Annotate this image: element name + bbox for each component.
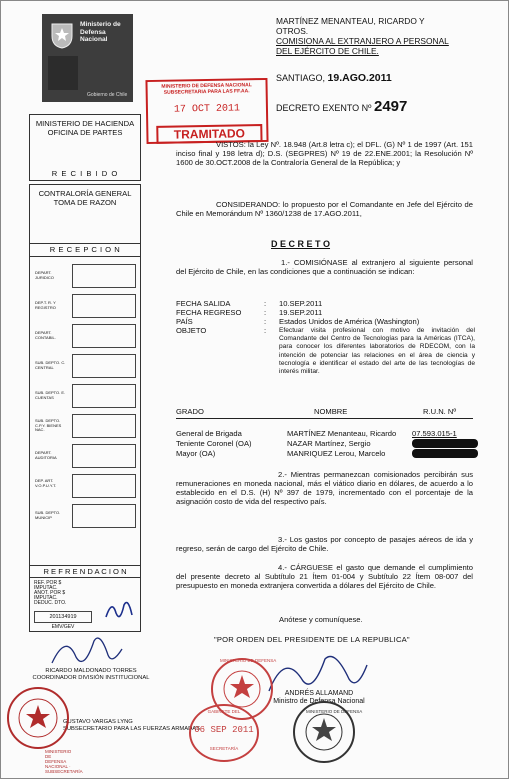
stamp-subsecretaria: SUBSECRETARIA PARA LAS FF.AA. — [163, 88, 250, 96]
anotese-text: Anótese y comuníquese. — [279, 615, 363, 624]
table-row: Teniente Coronel (OA) NAZAR Martínez, Sergio — [176, 439, 476, 449]
left-stamp-text: MINISTERIO DE DEFENSA NACIONAL · SUBSECRETARÍA — [45, 749, 83, 774]
paragraph-4: 4.- CÁRGUESE el gasto que demande el cumplimiento del presente decreto al Subtítulo 21 Ítem 01-004 y Subtítulo 22 Ítem 08-007 del presupuesto en moneda extranjera convertida a dólares del Ejército de Chile. — [176, 563, 473, 590]
divider — [30, 565, 140, 566]
left-signature: RICARDO MALDONADO TORRES COORDINADOR DIVISIÓN INSTITUCIONAL — [32, 668, 150, 681]
place-date — [276, 72, 392, 84]
coat-of-arms-icon — [48, 20, 76, 50]
decreto-heading: D E C R E T O — [271, 239, 331, 249]
paragraph-1: 1.- COMISIÓNASE al extranjero al siguiente personal del Ejército de Chile, en las condiciones que a continuación se indican: — [176, 258, 473, 276]
decree-date: 19.AGO.2011 — [327, 72, 392, 84]
dept-row: SUB. DEPTO. C. CENTRAL — [30, 351, 140, 381]
subject-line-4: DEL EJÉRCITO DE CHILE. — [276, 46, 379, 56]
redacted-run — [412, 449, 478, 458]
subject-line-1: MARTÍNEZ MENANTEAU, RICARDO Y — [276, 16, 425, 26]
stamp-ministry: MINISTERIO DE DEFENSA NACIONAL — [161, 82, 252, 90]
dept-row: DEPART. JURIDICO — [30, 261, 140, 291]
subject-line-2: OTROS. — [276, 26, 309, 36]
ministry-logo — [42, 14, 133, 102]
place: SANTIAGO, — [276, 73, 326, 83]
left-round-stamp — [7, 687, 69, 749]
mid-stamp-top: MINISTERIO DE DEFENSA — [220, 658, 277, 663]
dept-row: DEP. ART. V.O.P.U.Y.T. — [30, 471, 140, 501]
contraloria-subtitle: TOMA DE RAZON — [53, 198, 117, 207]
dept-row: DEPART. CONTABIL. — [30, 321, 140, 351]
dept-row: SUB. DEPTO. C.P.Y. BIENES NAC. — [30, 411, 140, 441]
dept-row: SUB. DEPTO. E. CUENTAS — [30, 381, 140, 411]
dept-row: SUB. DEPTO. MUNICIP — [30, 501, 140, 531]
decree-number: 2497 — [374, 98, 408, 115]
handwritten-initials — [102, 595, 138, 625]
table-row: General de Brigada MARTÍNEZ Menanteau, Ricardo 07.593.015-1 — [176, 429, 457, 438]
subject-line-3: COMISIONA AL EXTRANJERO A PERSONAL — [276, 36, 449, 46]
col-run: R.U.N. Nº — [423, 407, 457, 416]
stamp-status: TRAMITADO — [156, 124, 262, 144]
considerando-paragraph: CONSIDERANDO: lo propuesto por el Comandante en Jefe del Ejército de Chile en Memorándum Nº 1360/1238 de 17.AGO.2011, — [176, 200, 473, 218]
gobierno-label: Gobierno de Chile — [87, 92, 128, 98]
ministry-seal-icon — [9, 689, 67, 747]
decree-number-line — [276, 98, 407, 115]
recibido-label: R E C I B I D O — [51, 169, 119, 178]
objeto-text: Efectuar visita profesional con motivo de invitación del Comandante del Centro de Tecnologías para la Américas (ITCA), para conocer los diferentes laboratorios de RDECOM, con la intención de potenciar las relaciones en el área de ciencia y tecnología e identificar el estado del arte de las tecnologías de interés militar. — [279, 327, 475, 376]
condition-row: FECHA SALIDA : 10.SEP.2011 — [176, 299, 323, 308]
divider — [30, 577, 140, 578]
divider — [30, 243, 140, 244]
table-row: Mayor (OA) MANRIQUEZ Lerou, Marcelo — [176, 449, 476, 459]
initials: EMV/GEV — [51, 624, 75, 630]
personnel-rows — [176, 429, 476, 459]
col-grado: GRADO — [176, 407, 204, 416]
stamp-date: 17 OCT 2011 — [173, 103, 241, 116]
hacienda-office: OFICINA DE PARTES — [47, 128, 123, 137]
date-round-stamp: GABINETE DEL 06 SEP 2011 SECRETARÍA — [189, 704, 259, 762]
logo-band — [48, 56, 78, 90]
personnel-header — [176, 407, 476, 417]
paragraph-3: 3.- Los gastos por concepto de pasajes aéreos de ida y regreso, serán de cargo del Ejército de Chile. — [176, 535, 473, 553]
decree-subject — [276, 16, 501, 56]
subsecretario-signature: GUSTAVO VARGAS LYNG SUBSECRETARIO PARA LAS FUERZAS ARMADAS — [63, 719, 201, 732]
recepcion-rows — [30, 261, 140, 531]
dept-row: DEPART. AUDITORIA — [30, 441, 140, 471]
vistos-paragraph: VISTOS: la Ley Nº. 18.948 (Art.8 letra c); el DFL. (G) Nº 1 de 1997 (Art. 151 inciso final y 198 letra d); D.S. (SEGPRES) Nº 19 de 22.ENE.2001; la Resolución Nº 1600 de 30.OCT.2008 de la Contraloría General de la República; y — [176, 140, 473, 167]
por-orden-text: "POR ORDEN DEL PRESIDENTE DE LA REPUBLICA" — [214, 635, 410, 644]
header-rule — [176, 418, 473, 419]
contraloria-box — [29, 184, 141, 632]
stamp-date-2: 06 SEP 2011 — [194, 725, 254, 735]
recepcion-label: R E C E P C I O N — [49, 245, 121, 254]
dept-row: DEP.T. R. Y REGISTRO — [30, 291, 140, 321]
hacienda-box — [29, 114, 141, 181]
divider — [30, 256, 140, 257]
minister-signature: ANDRÉS ALLAMAND Ministro de Defensa Nacional — [273, 690, 365, 706]
col-nombre: NOMBRE — [314, 407, 348, 416]
refrendacion-rows: REF. POR $ IMPUTAC. ANOT. POR $ IMPUTAC. DEDUC. DTO. — [34, 580, 67, 606]
logo-text: Ministerio de Defensa Nacional — [80, 21, 121, 43]
refrendacion-label: R E F R E N D A C I O N — [43, 567, 127, 576]
redacted-run — [412, 439, 478, 448]
decree-label: DECRETO EXENTO Nº — [276, 103, 372, 113]
contraloria-title: CONTRALORÍA GENERAL — [38, 189, 132, 198]
hacienda-title: MINISTERIO DE HACIENDA — [35, 119, 135, 128]
tramitado-stamp — [145, 78, 268, 144]
right-stamp-text: MINISTERIO DE DEFENSA — [306, 709, 363, 714]
signature-scribble — [46, 631, 126, 671]
condition-row: FECHA REGRESO : 19.SEP.2011 — [176, 308, 323, 317]
paragraph-2: 2.- Mientras permanezcan comisionados percibirán sus remuneraciones en moneda nacional, más el viático diario en dólares, de acuerdo a lo establecido en el D.S. (H) Nº 397 de 1979, incrementado con el porcentaje de la asignación costo de vida del respectivo país. — [176, 470, 473, 506]
doc-number: 201134919 — [34, 611, 92, 623]
condition-row: PAÍS : Estados Unidos de América (Washington) — [176, 317, 420, 326]
condition-row: OBJETO : — [176, 326, 267, 335]
